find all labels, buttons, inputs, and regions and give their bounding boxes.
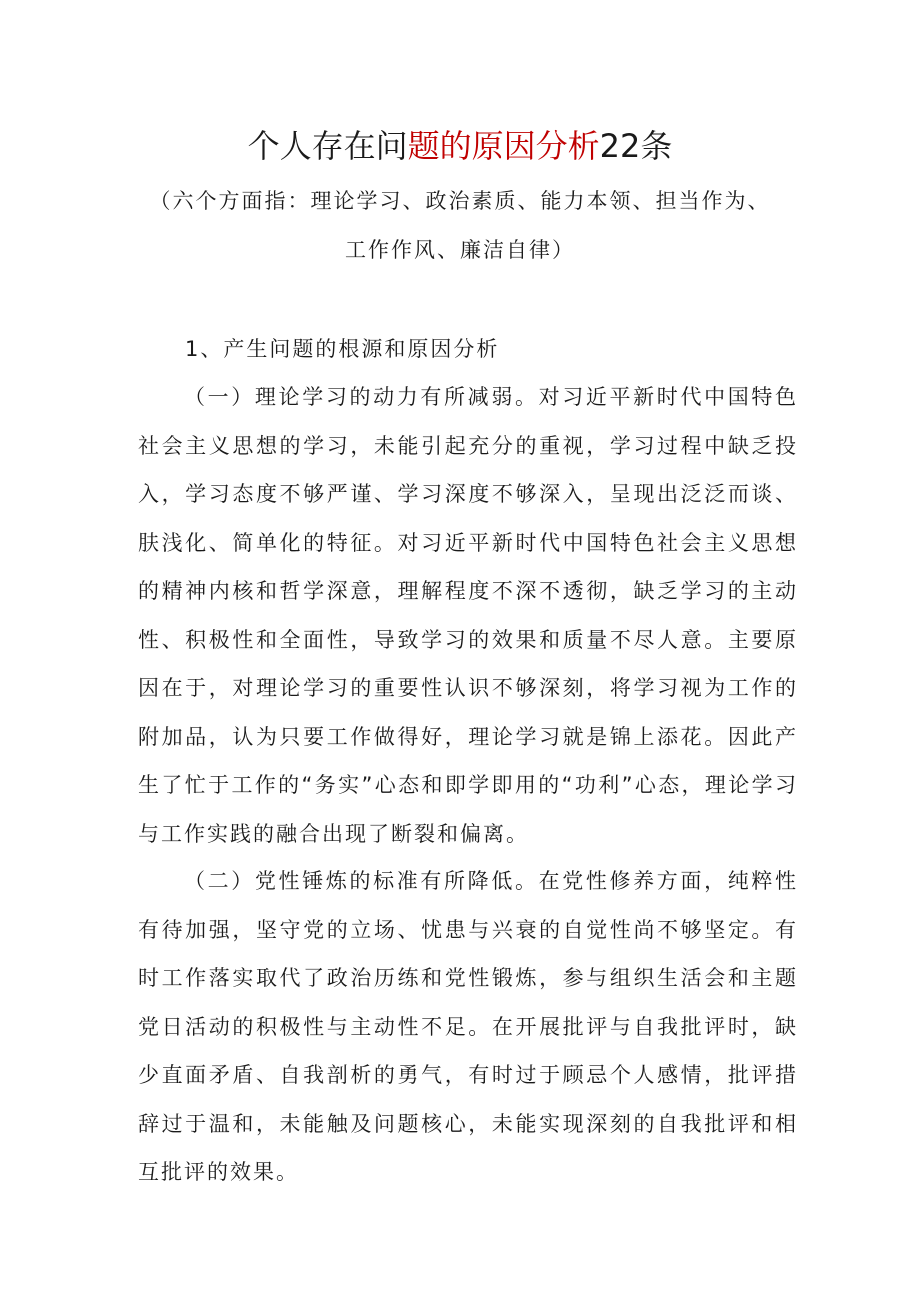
paragraph-1-text: （一）理论学习的动力有所减弱。对习近平新时代中国特色社会主义思想的学习，未能引起充分的重视，学习过程中缺乏投入，学习态度不够严谨、学习深度不够深入，呈现出泛泛而谈、肤浅化、简单化的特征。对习近平新时代中国特色社会主义思想的精神内核和哲学深意，理解程度不深不透彻，缺乏学习的主动性、积极性和全面性，导致学习的效果和质量不尽人意。主要原因在于，对理论学习的重要性认识不够深刻，将学习视为工作的附加品，认为只要工作做得好，理论学习就是锦上添花。因此产生了忙于工作的“务实”心态和即学即用的“功利”心态，理论学习与工作实践的融合出现了断裂和偏离。 [138, 385, 798, 846]
subtitle-line-1: （六个方面指：理论学习、政治素质、能力本领、担当作为、 [149, 189, 771, 213]
paragraph-2 [138, 857, 798, 1197]
title-part-count: 22条 [599, 127, 673, 165]
subtitle-line-2: 工作作风、廉洁自律） [345, 238, 575, 262]
page-title [0, 122, 920, 170]
title-part-red: 题的原因分析 [407, 127, 600, 165]
paragraph-2-text: （二）党性锤炼的标准有所降低。在党性修养方面，纯粹性有待加强，坚守党的立场、忧患与兴衰的自觉性尚不够坚定。有时工作落实取代了政治历练和党性锻炼，参与组织生活会和主题党日活动的积极性与主动性不足。在开展批评与自我批评时，缺少直面矛盾、自我剖析的勇气，有时过于顾忌个人感情，批评措辞过于温和，未能触及问题核心，未能实现深刻的自我批评和相互批评的效果。 [138, 869, 798, 1184]
section-heading: 1、产生问题的根源和原因分析 [185, 337, 500, 361]
paragraph-1 [138, 373, 798, 858]
title-part-black: 个人存在问 [247, 127, 408, 165]
